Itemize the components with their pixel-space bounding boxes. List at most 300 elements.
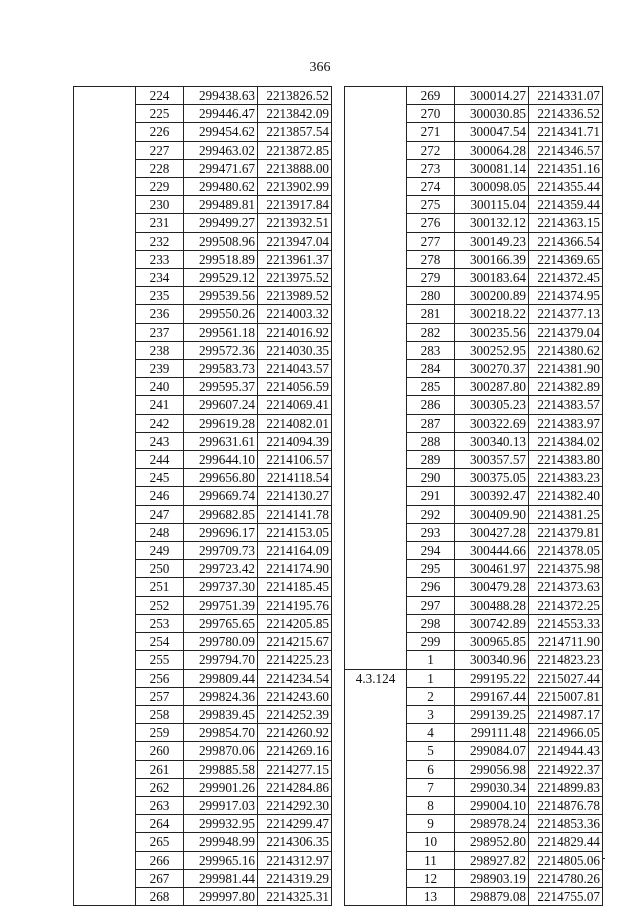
point-number-cell: 275 <box>407 196 455 214</box>
x-coordinate-cell: 300200.89 <box>455 287 529 305</box>
y-coordinate-cell: 2213989.52 <box>258 287 332 305</box>
y-coordinate-cell: 2214260.92 <box>258 724 332 742</box>
y-coordinate-cell: 2214853.36 <box>529 815 603 833</box>
y-coordinate-cell: 2214164.09 <box>258 542 332 560</box>
y-coordinate-cell: 2214372.45 <box>529 269 603 287</box>
x-coordinate-cell: 299084.07 <box>455 742 529 760</box>
x-coordinate-cell: 300064.28 <box>455 141 529 159</box>
y-coordinate-cell: 2214306.35 <box>258 833 332 851</box>
table-row <box>74 833 332 851</box>
x-coordinate-cell: 300287.80 <box>455 378 529 396</box>
y-coordinate-cell: 2213932.51 <box>258 214 332 232</box>
y-coordinate-cell: 2214094.39 <box>258 432 332 450</box>
table-row <box>74 560 332 578</box>
table-row <box>74 705 332 723</box>
point-number-cell: 254 <box>136 633 184 651</box>
point-number-cell: 226 <box>136 123 184 141</box>
table-row <box>345 232 603 250</box>
point-number-cell: 247 <box>136 505 184 523</box>
x-coordinate-cell: 299004.10 <box>455 796 529 814</box>
y-coordinate-cell: 2214382.40 <box>529 487 603 505</box>
section-cell <box>74 141 136 159</box>
table-row <box>74 341 332 359</box>
table-row <box>74 87 332 105</box>
x-coordinate-cell: 300047.54 <box>455 123 529 141</box>
x-coordinate-cell: 300149.23 <box>455 232 529 250</box>
point-number-cell: 261 <box>136 760 184 778</box>
y-coordinate-cell: 2214269.16 <box>258 742 332 760</box>
table-row <box>74 105 332 123</box>
point-number-cell: 229 <box>136 178 184 196</box>
y-coordinate-cell: 2214383.80 <box>529 451 603 469</box>
point-number-cell: 250 <box>136 560 184 578</box>
section-cell <box>345 87 407 105</box>
y-coordinate-cell: 2214359.44 <box>529 196 603 214</box>
point-number-cell: 228 <box>136 159 184 177</box>
section-cell <box>74 287 136 305</box>
table-row <box>345 760 603 778</box>
point-number-cell: 236 <box>136 305 184 323</box>
x-coordinate-cell: 300132.12 <box>455 214 529 232</box>
x-coordinate-cell: 300461.97 <box>455 560 529 578</box>
section-cell <box>345 360 407 378</box>
section-cell <box>74 214 136 232</box>
y-coordinate-cell: 2213842.09 <box>258 105 332 123</box>
point-number-cell: 263 <box>136 796 184 814</box>
section-cell <box>74 451 136 469</box>
point-number-cell: 265 <box>136 833 184 851</box>
section-cell <box>74 159 136 177</box>
table-row <box>74 269 332 287</box>
section-cell <box>74 487 136 505</box>
x-coordinate-cell: 300965.85 <box>455 633 529 651</box>
x-coordinate-cell: 300252.95 <box>455 341 529 359</box>
table-row <box>345 141 603 159</box>
y-coordinate-cell: 2214319.29 <box>258 869 332 887</box>
y-coordinate-cell: 2214277.15 <box>258 760 332 778</box>
x-coordinate-cell: 299824.36 <box>184 687 258 705</box>
section-cell <box>345 760 407 778</box>
table-row <box>74 323 332 341</box>
table-row <box>74 578 332 596</box>
table-row <box>345 633 603 651</box>
table-row <box>345 869 603 887</box>
point-number-cell: 291 <box>407 487 455 505</box>
y-coordinate-cell: 2214381.25 <box>529 505 603 523</box>
section-cell <box>345 123 407 141</box>
section-cell: 4.3.124 <box>345 669 407 687</box>
section-cell <box>345 851 407 869</box>
y-coordinate-cell: 2214351.16 <box>529 159 603 177</box>
y-coordinate-cell: 2214252.39 <box>258 705 332 723</box>
point-number-cell: 284 <box>407 360 455 378</box>
section-cell <box>345 523 407 541</box>
table-row <box>345 250 603 268</box>
point-number-cell: 227 <box>136 141 184 159</box>
table-row <box>345 651 603 669</box>
y-coordinate-cell: 2214377.13 <box>529 305 603 323</box>
scan-speck <box>603 858 605 859</box>
x-coordinate-cell: 299644.10 <box>184 451 258 469</box>
y-coordinate-cell: 2214106.57 <box>258 451 332 469</box>
table-row <box>74 505 332 523</box>
section-cell <box>345 323 407 341</box>
table-row <box>345 105 603 123</box>
point-number-cell: 246 <box>136 487 184 505</box>
point-number-cell: 239 <box>136 360 184 378</box>
section-cell <box>345 633 407 651</box>
y-coordinate-cell: 2214195.76 <box>258 596 332 614</box>
table-row <box>345 596 603 614</box>
table-row <box>74 742 332 760</box>
y-coordinate-cell: 2214292.30 <box>258 796 332 814</box>
table-row <box>345 214 603 232</box>
table-row <box>74 687 332 705</box>
point-number-cell: 230 <box>136 196 184 214</box>
section-cell <box>345 687 407 705</box>
y-coordinate-cell: 2214369.65 <box>529 250 603 268</box>
point-number-cell: 224 <box>136 87 184 105</box>
point-number-cell: 234 <box>136 269 184 287</box>
table-row <box>345 341 603 359</box>
y-coordinate-cell: 2214876.78 <box>529 796 603 814</box>
y-coordinate-cell: 2214922.37 <box>529 760 603 778</box>
point-number-cell: 289 <box>407 451 455 469</box>
point-number-cell: 6 <box>407 760 455 778</box>
page-number: 366 <box>309 60 331 75</box>
y-coordinate-cell: 2214379.04 <box>529 323 603 341</box>
point-number-cell: 264 <box>136 815 184 833</box>
x-coordinate-cell: 299480.62 <box>184 178 258 196</box>
x-coordinate-cell: 298978.24 <box>455 815 529 833</box>
point-number-cell: 238 <box>136 341 184 359</box>
x-coordinate-cell: 300375.05 <box>455 469 529 487</box>
y-coordinate-cell: 2214382.89 <box>529 378 603 396</box>
y-coordinate-cell: 2214312.97 <box>258 851 332 869</box>
section-cell <box>74 269 136 287</box>
x-coordinate-cell: 299572.36 <box>184 341 258 359</box>
x-coordinate-cell: 300218.22 <box>455 305 529 323</box>
table-row <box>74 651 332 669</box>
x-coordinate-cell: 299518.89 <box>184 250 258 268</box>
x-coordinate-cell: 299948.99 <box>184 833 258 851</box>
x-coordinate-cell: 299696.17 <box>184 523 258 541</box>
y-coordinate-cell: 2214336.52 <box>529 105 603 123</box>
y-coordinate-cell: 2214234.54 <box>258 669 332 687</box>
table-row <box>345 305 603 323</box>
x-coordinate-cell: 299529.12 <box>184 269 258 287</box>
section-cell <box>345 287 407 305</box>
section-cell <box>345 159 407 177</box>
x-coordinate-cell: 300340.96 <box>455 651 529 669</box>
table-row <box>74 669 332 687</box>
y-coordinate-cell: 2214899.83 <box>529 778 603 796</box>
point-number-cell: 3 <box>407 705 455 723</box>
section-cell <box>345 651 407 669</box>
x-coordinate-cell: 299607.24 <box>184 396 258 414</box>
table-row <box>74 523 332 541</box>
x-coordinate-cell: 299794.70 <box>184 651 258 669</box>
table-row <box>345 796 603 814</box>
x-coordinate-cell: 299981.44 <box>184 869 258 887</box>
y-coordinate-cell: 2214069.41 <box>258 396 332 414</box>
point-number-cell: 276 <box>407 214 455 232</box>
point-number-cell: 274 <box>407 178 455 196</box>
table-row <box>74 250 332 268</box>
table-row <box>345 159 603 177</box>
y-coordinate-cell: 2213872.85 <box>258 141 332 159</box>
y-coordinate-cell: 2214030.35 <box>258 341 332 359</box>
table-row <box>345 432 603 450</box>
x-coordinate-cell: 299030.34 <box>455 778 529 796</box>
x-coordinate-cell: 300081.14 <box>455 159 529 177</box>
table-row <box>74 851 332 869</box>
section-cell <box>345 705 407 723</box>
y-coordinate-cell: 2214711.90 <box>529 633 603 651</box>
y-coordinate-cell: 2214375.98 <box>529 560 603 578</box>
y-coordinate-cell: 2214381.90 <box>529 360 603 378</box>
point-number-cell: 282 <box>407 323 455 341</box>
y-coordinate-cell: 2214331.07 <box>529 87 603 105</box>
y-coordinate-cell: 2214383.57 <box>529 396 603 414</box>
y-coordinate-cell: 2214553.33 <box>529 614 603 632</box>
x-coordinate-cell: 299489.81 <box>184 196 258 214</box>
point-number-cell: 11 <box>407 851 455 869</box>
y-coordinate-cell: 2214380.62 <box>529 341 603 359</box>
section-cell <box>74 633 136 651</box>
x-coordinate-cell: 300305.23 <box>455 396 529 414</box>
x-coordinate-cell: 299195.22 <box>455 669 529 687</box>
point-number-cell: 299 <box>407 633 455 651</box>
table-row <box>345 542 603 560</box>
section-cell <box>345 724 407 742</box>
y-coordinate-cell: 2214780.26 <box>529 869 603 887</box>
x-coordinate-cell: 299809.44 <box>184 669 258 687</box>
table-row <box>345 360 603 378</box>
table-row <box>74 432 332 450</box>
section-cell <box>74 542 136 560</box>
section-cell <box>74 687 136 705</box>
x-coordinate-cell: 300479.28 <box>455 578 529 596</box>
point-number-cell: 258 <box>136 705 184 723</box>
x-coordinate-cell: 300392.47 <box>455 487 529 505</box>
section-cell <box>74 851 136 869</box>
y-coordinate-cell: 2214363.15 <box>529 214 603 232</box>
x-coordinate-cell: 299631.61 <box>184 432 258 450</box>
point-number-cell: 294 <box>407 542 455 560</box>
table-row <box>345 851 603 869</box>
y-coordinate-cell: 2214225.23 <box>258 651 332 669</box>
table-row <box>345 451 603 469</box>
y-coordinate-cell: 2214299.47 <box>258 815 332 833</box>
section-cell <box>74 705 136 723</box>
point-number-cell: 292 <box>407 505 455 523</box>
section-cell <box>345 269 407 287</box>
table-row <box>345 378 603 396</box>
point-number-cell: 248 <box>136 523 184 541</box>
table-row <box>345 323 603 341</box>
section-cell <box>74 815 136 833</box>
table-row <box>345 887 603 905</box>
point-number-cell: 7 <box>407 778 455 796</box>
x-coordinate-cell: 299839.45 <box>184 705 258 723</box>
section-cell <box>345 396 407 414</box>
section-cell <box>74 523 136 541</box>
point-number-cell: 1 <box>407 669 455 687</box>
y-coordinate-cell: 2215007.81 <box>529 687 603 705</box>
x-coordinate-cell: 299709.73 <box>184 542 258 560</box>
section-cell <box>74 323 136 341</box>
x-coordinate-cell: 299997.80 <box>184 887 258 905</box>
x-coordinate-cell: 299583.73 <box>184 360 258 378</box>
y-coordinate-cell: 2214003.32 <box>258 305 332 323</box>
table-row <box>74 487 332 505</box>
section-cell <box>74 250 136 268</box>
table-row <box>345 469 603 487</box>
y-coordinate-cell: 2213961.37 <box>258 250 332 268</box>
section-cell <box>74 578 136 596</box>
section-cell <box>345 833 407 851</box>
section-cell <box>345 469 407 487</box>
table-row <box>74 123 332 141</box>
section-cell <box>345 196 407 214</box>
section-cell <box>345 742 407 760</box>
y-coordinate-cell: 2214829.44 <box>529 833 603 851</box>
point-number-cell: 260 <box>136 742 184 760</box>
point-number-cell: 270 <box>407 105 455 123</box>
section-cell <box>74 232 136 250</box>
section-cell <box>74 105 136 123</box>
point-number-cell: 2 <box>407 687 455 705</box>
section-cell <box>74 505 136 523</box>
x-coordinate-cell: 300357.57 <box>455 451 529 469</box>
point-number-cell: 253 <box>136 614 184 632</box>
table-row <box>345 178 603 196</box>
section-cell <box>345 378 407 396</box>
x-coordinate-cell: 299539.56 <box>184 287 258 305</box>
x-coordinate-cell: 300270.37 <box>455 360 529 378</box>
x-coordinate-cell: 299780.09 <box>184 633 258 651</box>
x-coordinate-cell: 299167.44 <box>455 687 529 705</box>
y-coordinate-cell: 2214153.05 <box>258 523 332 541</box>
table-row <box>345 123 603 141</box>
table-row <box>345 487 603 505</box>
y-coordinate-cell: 2214130.27 <box>258 487 332 505</box>
section-cell <box>74 778 136 796</box>
table-row <box>345 523 603 541</box>
table-row <box>345 287 603 305</box>
section-cell <box>345 178 407 196</box>
y-coordinate-cell: 2215027.44 <box>529 669 603 687</box>
y-coordinate-cell: 2214383.23 <box>529 469 603 487</box>
point-number-cell: 232 <box>136 232 184 250</box>
x-coordinate-cell: 299454.62 <box>184 123 258 141</box>
table-row <box>345 396 603 414</box>
point-number-cell: 235 <box>136 287 184 305</box>
section-cell <box>74 414 136 432</box>
y-coordinate-cell: 2214373.63 <box>529 578 603 596</box>
table-row <box>74 451 332 469</box>
y-coordinate-cell: 2213947.04 <box>258 232 332 250</box>
section-cell <box>345 232 407 250</box>
point-number-cell: 293 <box>407 523 455 541</box>
table-row <box>345 87 603 105</box>
y-coordinate-cell: 2214205.85 <box>258 614 332 632</box>
x-coordinate-cell: 299471.67 <box>184 159 258 177</box>
section-cell <box>74 614 136 632</box>
section-cell <box>74 305 136 323</box>
y-coordinate-cell: 2214346.57 <box>529 141 603 159</box>
table-row <box>345 742 603 760</box>
x-coordinate-cell: 300014.27 <box>455 87 529 105</box>
x-coordinate-cell: 299561.18 <box>184 323 258 341</box>
x-coordinate-cell: 299656.80 <box>184 469 258 487</box>
x-coordinate-cell: 299595.37 <box>184 378 258 396</box>
y-coordinate-cell: 2213902.99 <box>258 178 332 196</box>
y-coordinate-cell: 2214284.86 <box>258 778 332 796</box>
x-coordinate-cell: 300030.85 <box>455 105 529 123</box>
section-cell <box>345 250 407 268</box>
table-row <box>345 724 603 742</box>
point-number-cell: 4 <box>407 724 455 742</box>
y-coordinate-cell: 2214383.97 <box>529 414 603 432</box>
point-number-cell: 279 <box>407 269 455 287</box>
y-coordinate-cell: 2214141.78 <box>258 505 332 523</box>
point-number-cell: 271 <box>407 123 455 141</box>
table-row <box>345 560 603 578</box>
point-number-cell: 297 <box>407 596 455 614</box>
y-coordinate-cell: 2214384.02 <box>529 432 603 450</box>
table-row <box>74 815 332 833</box>
section-cell <box>74 378 136 396</box>
point-number-cell: 240 <box>136 378 184 396</box>
section-cell <box>74 760 136 778</box>
table-row <box>345 778 603 796</box>
table-row <box>345 505 603 523</box>
section-cell <box>345 341 407 359</box>
x-coordinate-cell: 300340.13 <box>455 432 529 450</box>
table-row <box>74 633 332 651</box>
point-number-cell: 252 <box>136 596 184 614</box>
x-coordinate-cell: 299056.98 <box>455 760 529 778</box>
y-coordinate-cell: 2213857.54 <box>258 123 332 141</box>
y-coordinate-cell: 2214185.45 <box>258 578 332 596</box>
table-row <box>345 705 603 723</box>
y-coordinate-cell: 2214341.71 <box>529 123 603 141</box>
point-number-cell: 278 <box>407 250 455 268</box>
table-row <box>345 815 603 833</box>
section-cell <box>74 596 136 614</box>
point-number-cell: 266 <box>136 851 184 869</box>
coordinates-table-right <box>344 86 603 906</box>
x-coordinate-cell: 299854.70 <box>184 724 258 742</box>
y-coordinate-cell: 2214366.54 <box>529 232 603 250</box>
point-number-cell: 244 <box>136 451 184 469</box>
point-number-cell: 13 <box>407 887 455 905</box>
y-coordinate-cell: 2214056.59 <box>258 378 332 396</box>
table-row <box>74 360 332 378</box>
point-number-cell: 286 <box>407 396 455 414</box>
x-coordinate-cell: 299550.26 <box>184 305 258 323</box>
section-cell <box>345 778 407 796</box>
section-cell <box>345 542 407 560</box>
x-coordinate-cell: 300098.05 <box>455 178 529 196</box>
section-cell <box>345 614 407 632</box>
point-number-cell: 287 <box>407 414 455 432</box>
table-row <box>74 396 332 414</box>
y-coordinate-cell: 2214082.01 <box>258 414 332 432</box>
section-cell <box>345 487 407 505</box>
